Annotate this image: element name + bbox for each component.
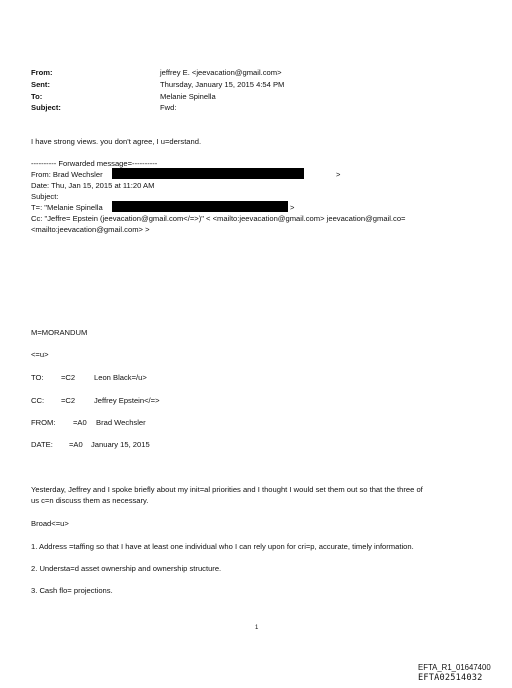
memo-from-row bbox=[31, 418, 331, 429]
forwarded-to-end: > bbox=[290, 203, 295, 212]
subject-value: Fwd: bbox=[160, 103, 177, 112]
memo-cc-value: Jeffrey Epstein</=> bbox=[94, 396, 160, 405]
page-number: 1 bbox=[255, 625, 259, 631]
memo-to-value: Leon Black=/u> bbox=[94, 373, 147, 382]
forwarded-date: Date: Thu, Jan 15, 2015 at 11:20 AM bbox=[31, 181, 155, 190]
redaction-bar bbox=[112, 168, 304, 179]
memo-from-code: =A0 bbox=[73, 418, 87, 427]
memo-from-label: FROM: bbox=[31, 418, 56, 427]
from-value: jeffrey E. <jeevacation@gmail.com> bbox=[160, 68, 282, 77]
list-item: 3. Cash flo= projections. bbox=[31, 586, 113, 595]
forwarded-cc-line1: Cc: "Jeffre= Epstein (jeevacation@gmail.com</=>)" < <mailto:jeevacation@gmail.com> jeevacation@gmail.co= bbox=[31, 214, 406, 223]
broad-heading: Broad<=u> bbox=[31, 519, 69, 528]
paragraph-line2: us c=n discuss them as necessary. bbox=[31, 496, 149, 505]
forwarded-subject: Subject: bbox=[31, 192, 59, 201]
memo-date-value: January 15, 2015 bbox=[91, 440, 150, 449]
memo-from-value: Brad Wechsler bbox=[96, 418, 146, 427]
footer-bates-line1: EFTA_R1_01647400 bbox=[418, 663, 491, 672]
footer-bates-line2: EFTA02514032 bbox=[418, 673, 483, 683]
body-line: I have strong views. you don't agree, I u=derstand. bbox=[31, 137, 202, 146]
forwarded-from: From: Brad Wechsler bbox=[31, 170, 103, 179]
forwarded-cc-line2: <mailto:jeevacation@gmail.com> > bbox=[31, 225, 150, 234]
memo-title: M=MORANDUM bbox=[31, 328, 88, 337]
sent-label: Sent: bbox=[31, 80, 50, 89]
memo-to-label: TO: bbox=[31, 373, 44, 382]
forwarded-to: T=: "Melanie Spinella bbox=[31, 203, 103, 212]
sent-value: Thursday, January 15, 2015 4:54 PM bbox=[160, 80, 285, 89]
to-label: To: bbox=[31, 92, 43, 101]
memo-to-code: =C2 bbox=[61, 373, 76, 382]
to-value: Melanie Spinella bbox=[160, 92, 216, 101]
memo-cc-code: =C2 bbox=[61, 396, 76, 405]
paragraph-line1: Yesterday, Jeffrey and I spoke briefly about my init=al priorities and I thought I would set them out so that the three of bbox=[31, 485, 423, 494]
list-item: 1. Address =taffing so that I have at least one individual who I can rely upon for cri=p, accurate, timely information. bbox=[31, 542, 414, 551]
list-item: 2. Understa=d asset ownership and ownership structure. bbox=[31, 564, 222, 573]
memo-date-code: =A0 bbox=[69, 440, 83, 449]
memo-date-label: DATE: bbox=[31, 440, 53, 449]
from-label: From: bbox=[31, 68, 53, 77]
forwarded-from-end: > bbox=[336, 170, 341, 179]
redaction-bar bbox=[112, 201, 288, 212]
memo-to-row bbox=[31, 373, 331, 384]
forwarded-marker: ---------- Forwarded message=---------- bbox=[31, 159, 158, 168]
memo-u-tag: <=u> bbox=[31, 350, 49, 359]
memo-cc-row bbox=[31, 396, 331, 407]
memo-date-row bbox=[31, 440, 331, 451]
memo-cc-label: CC: bbox=[31, 396, 45, 405]
subject-label: Subject: bbox=[31, 103, 61, 112]
